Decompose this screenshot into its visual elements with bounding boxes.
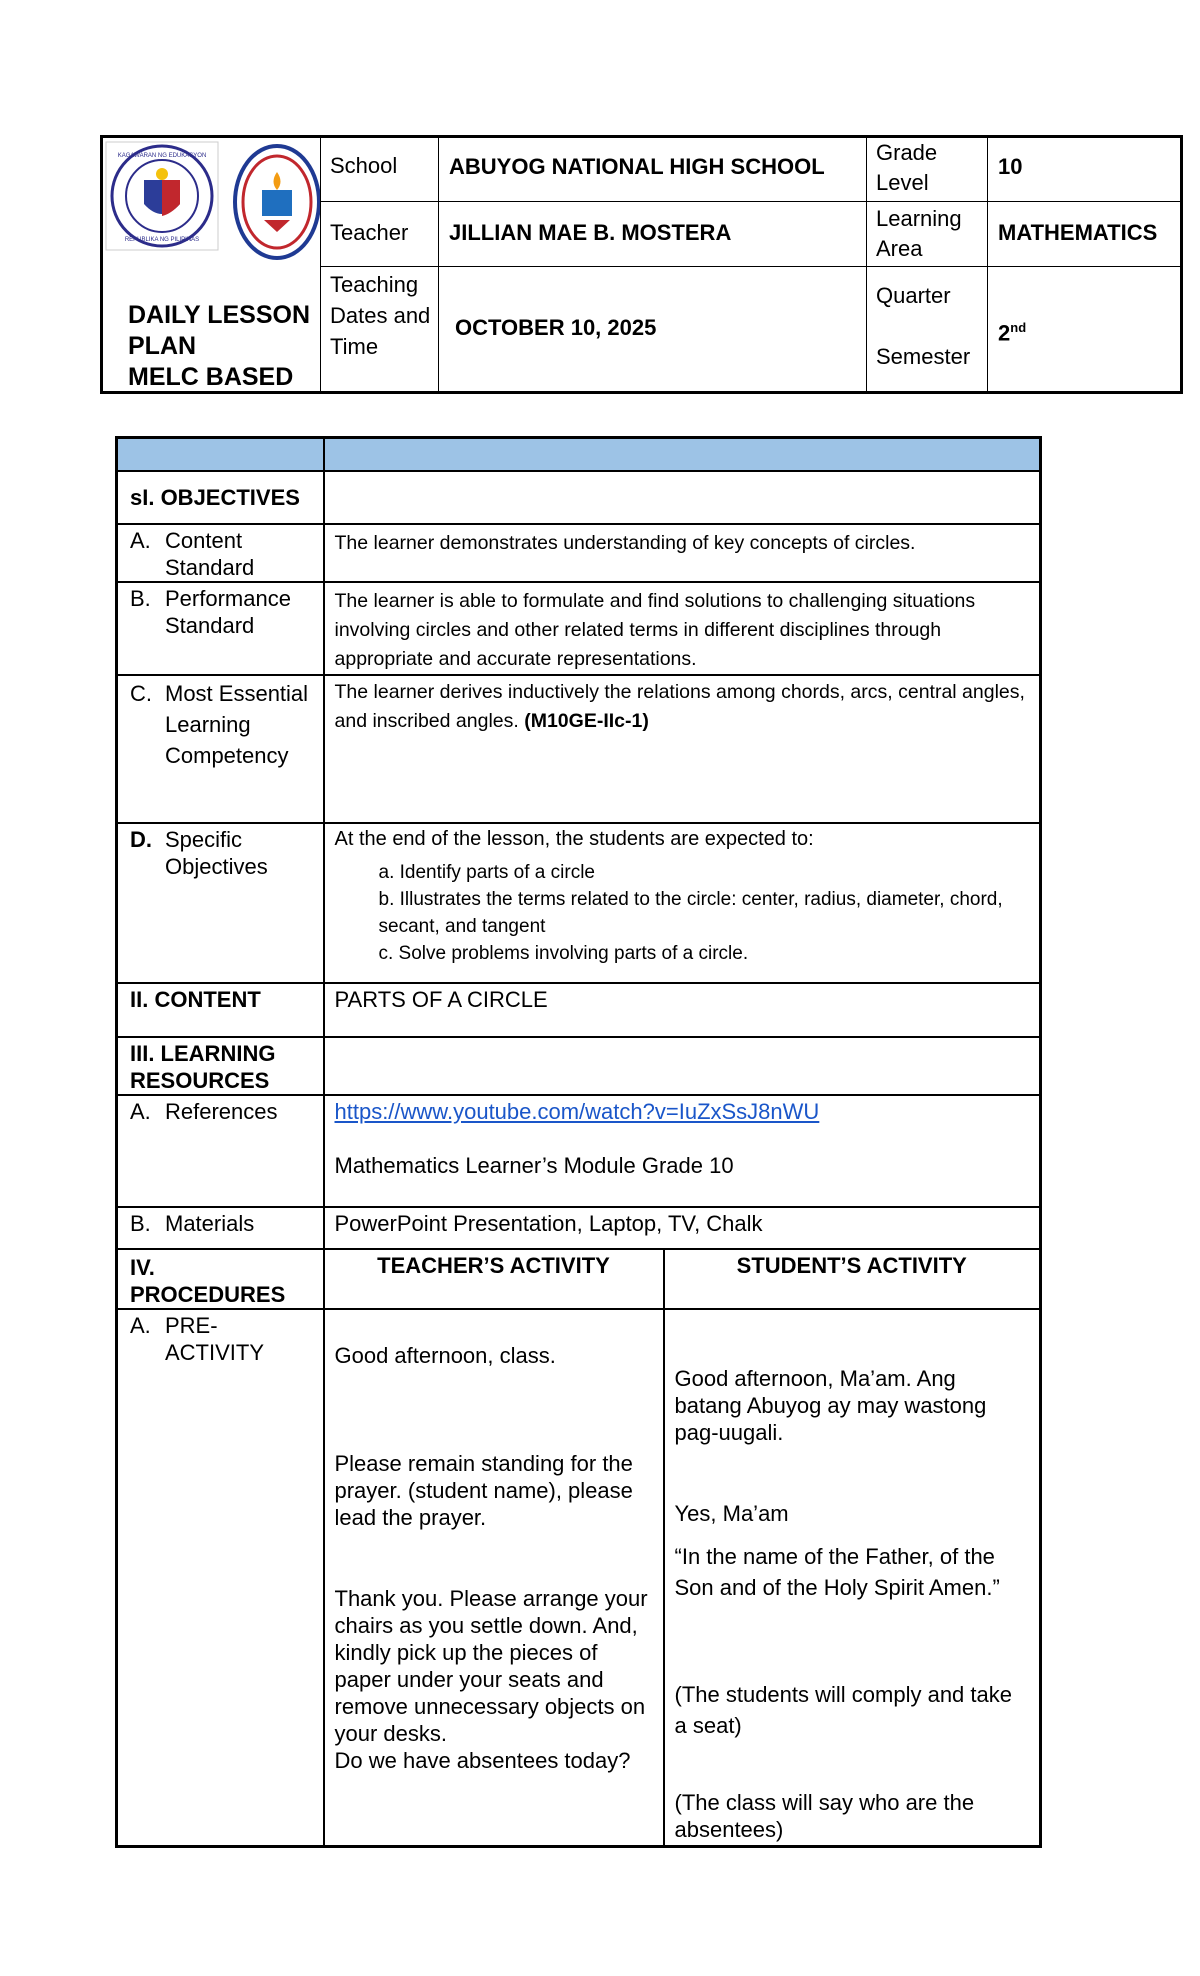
item-label: PRE-ACTIVITY (165, 1312, 265, 1365)
title-line-1: DAILY LESSON (128, 301, 310, 329)
references-label (117, 1095, 324, 1207)
item-key: C. (130, 680, 152, 706)
teacher-activity-head: TEACHER’S ACTIVITY (324, 1249, 664, 1309)
dates-label: Teaching Dates and Time (321, 267, 439, 393)
teacher-line: Please remain standing for the prayer. (student name), please lead the prayer. (334, 1450, 633, 1530)
objectives-intro: At the end of the lesson, the students are expected to: (334, 827, 814, 850)
item-key: D. (130, 826, 152, 852)
page-title (128, 300, 310, 393)
semester-value-cell (988, 267, 1182, 393)
item-key: A. (130, 527, 151, 553)
content-standard-text: The learner demonstrates understanding of key concepts of circles. (324, 524, 1041, 582)
pre-activity-label (117, 1309, 324, 1847)
item-label: References (165, 1098, 278, 1124)
grade-label: Grade Level (867, 137, 988, 202)
specific-objectives-label (117, 823, 324, 983)
item-key: A. (130, 1098, 151, 1124)
teacher-line: Good afternoon, class. (334, 1342, 556, 1368)
materials-label (117, 1207, 324, 1249)
item-label: Performance Standard (165, 585, 291, 638)
quarter-label: Quarter (876, 283, 951, 308)
title-line-3: MELC BASED (128, 363, 294, 391)
specific-objectives-cell (324, 823, 1041, 983)
performance-standard-label (117, 582, 324, 675)
resources-heading-blank (324, 1037, 1041, 1095)
objective-item: a. Identify parts of a circle (378, 861, 595, 883)
header-band-right (324, 438, 1041, 471)
item-key: B. (130, 1210, 151, 1236)
item-label: Materials (165, 1210, 255, 1236)
item-key: A. (130, 1312, 151, 1338)
lesson-plan-table (115, 436, 1042, 1848)
student-line: (The class will say who are the absentees) (674, 1789, 975, 1842)
reference-link[interactable]: https://www.youtube.com/watch?v=IuZxSsJ8nWU (334, 1098, 820, 1124)
melc-text-cell (324, 675, 1041, 823)
performance-standard-text: The learner is able to formulate and find solutions to challenging situations involving circles and other related terms in different disciplines through appropriate and accurate representations. (324, 582, 1041, 675)
item-key: B. (130, 585, 151, 611)
semester-label: Semester (876, 344, 971, 369)
reference-module: Mathematics Learner’s Module Grade 10 (334, 1152, 734, 1178)
objectives-heading-blank (324, 471, 1041, 524)
student-line: (The students will comply and take a seat) (674, 1681, 1012, 1738)
svg-text:REPUBLIKA NG PILIPINAS: REPUBLIKA NG PILIPINAS (124, 237, 200, 243)
teacher-line: Do we have absentees today? (334, 1747, 631, 1773)
teacher-activity-cell (324, 1309, 664, 1847)
svg-text:KAGAWARAN NG EDUKASYON: KAGAWARAN NG EDUKASYON (117, 153, 207, 159)
area-label: Learning Area (867, 202, 988, 267)
student-line: Good afternoon, Ma’am. Ang batang Abuyog ay may wastong pag-uugali. (674, 1365, 987, 1445)
teacher-value: JILLIAN MAE B. MOSTERA (439, 202, 867, 267)
dates-value: OCTOBER 10, 2025 (439, 267, 867, 393)
school-label: School (321, 137, 439, 202)
student-activity-cell (664, 1309, 1041, 1847)
student-activity-head: STUDENT’S ACTIVITY (664, 1249, 1041, 1309)
procedures-heading: IV. PROCEDURES (117, 1249, 324, 1309)
item-label: Specific Objectives (165, 826, 268, 879)
school-value: ABUYOG NATIONAL HIGH SCHOOL (439, 137, 867, 202)
references-cell (324, 1095, 1041, 1207)
header-band-left (117, 438, 324, 471)
content-value: PARTS OF A CIRCLE (324, 983, 1041, 1037)
semester-value: 2 (998, 320, 1011, 346)
quarter-semester-cell (867, 267, 988, 393)
item-label: Most Essential Learning Competency (165, 680, 309, 768)
title-line-2: PLAN (128, 332, 197, 360)
objectives-heading: sI. OBJECTIVES (117, 471, 324, 524)
student-line: “In the name of the Father, of the Son and of the Holy Spirit Amen.” (674, 1543, 1000, 1600)
grade-value: 10 (988, 137, 1182, 202)
area-value: MATHEMATICS (988, 202, 1182, 267)
semester-sup: nd (1010, 320, 1027, 335)
student-line: Yes, Ma’am (674, 1500, 789, 1526)
teacher-line: Thank you. Please arrange your chairs as you settle down. And, kindly pick up the pieces of paper under your seats and remove unnecessary objects on your desks. (334, 1585, 648, 1746)
resources-heading: III. LEARNING RESOURCES (117, 1037, 324, 1095)
materials-value: PowerPoint Presentation, Laptop, TV, Chalk (324, 1207, 1041, 1249)
content-standard-label (117, 524, 324, 582)
teacher-label: Teacher (321, 202, 439, 267)
objective-item: b. Illustrates the terms related to the circle: center, radius, diameter, chord, secant, and tangent (378, 888, 1003, 937)
objective-item: c. Solve problems involving parts of a circle. (378, 942, 749, 964)
melc-code: (M10GE-IIc-1) (524, 709, 649, 732)
melc-label (117, 675, 324, 823)
item-label: Content Standard (165, 527, 255, 580)
melc-text: The learner derives inductively the relations among chords, arcs, central angles, and inscribed angles. (334, 680, 1025, 732)
content-heading: II. CONTENT (117, 983, 324, 1037)
